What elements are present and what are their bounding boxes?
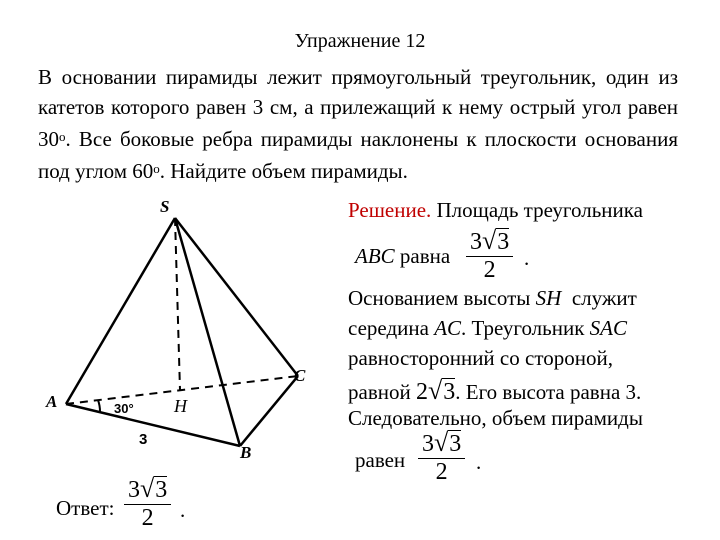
problem-statement — [38, 62, 678, 186]
edge-BC — [240, 376, 298, 446]
final-word: равен — [355, 448, 406, 472]
height-line-2: середина AC. Треугольник SAC — [348, 316, 627, 340]
side-coef: 2 — [415, 379, 428, 405]
abc-label: ABC — [355, 244, 395, 268]
problem-line-2: один из катетов которого равен 3 см, а прилежащий к нему — [38, 65, 679, 119]
sac-label: SAC — [589, 316, 627, 340]
solution-intro — [348, 198, 643, 223]
volume-fraction: $\frac{3√3}{2}$ — [418, 428, 465, 486]
solution-line-5: Следовательно, объем пирамиды — [348, 406, 643, 430]
problem-line-3c: . Все боковые ребра пирамиды — [65, 127, 353, 151]
problem-line-3a: острый угол равен 30 — [38, 95, 679, 151]
height-SH-hidden — [175, 218, 180, 390]
area-line — [355, 244, 450, 269]
problem-line-5: объем пирамиды. — [251, 159, 408, 183]
volume-period: . — [476, 450, 482, 474]
label-C: C — [294, 366, 306, 385]
problem-line-4c: . Найдите — [159, 159, 247, 183]
label-B: B — [240, 443, 252, 462]
angle-arc — [98, 400, 100, 412]
edge-SA — [66, 218, 175, 404]
solution-line-4: равной 2√3. Его высота равна 3. — [348, 376, 642, 405]
answer-fraction: $\frac{3√3}{2}$ — [124, 474, 171, 532]
answer-period: . — [180, 498, 186, 522]
edge-AB — [66, 404, 240, 446]
ac-label: AC — [434, 316, 462, 340]
height-line-1: Основанием высоты SH служит — [348, 286, 637, 310]
solution-line-3: равносторонний со стороной, — [348, 346, 613, 370]
degree-sign: o — [59, 129, 66, 144]
solution-intro-text: Площадь треугольника — [436, 198, 643, 222]
exercise-title: Упражнение 12 — [294, 30, 426, 52]
solution-label: Решение. — [348, 198, 432, 222]
label-S: S — [160, 198, 170, 216]
problem-line-4a: наклонены к плоскости основания под углом 60 — [38, 127, 678, 183]
problem-line-1: В основании пирамиды лежит прямоугольный треугольник, — [38, 65, 597, 89]
area-fraction: $\frac{3√3}{2}$ — [466, 226, 513, 284]
answer-label: Ответ: — [56, 496, 115, 520]
label-A: A — [46, 392, 58, 411]
pyramid-figure — [40, 198, 340, 468]
sh-label: SH — [535, 286, 562, 310]
area-period: . — [524, 246, 530, 270]
equals-word: равна — [399, 244, 451, 268]
degree-sign: o — [153, 161, 160, 176]
edge-SC — [175, 218, 298, 376]
label-H: H — [174, 396, 187, 416]
side-rad: 3 — [443, 379, 456, 405]
angle-label: 30° — [114, 401, 134, 416]
side-label: 3 — [139, 431, 148, 448]
